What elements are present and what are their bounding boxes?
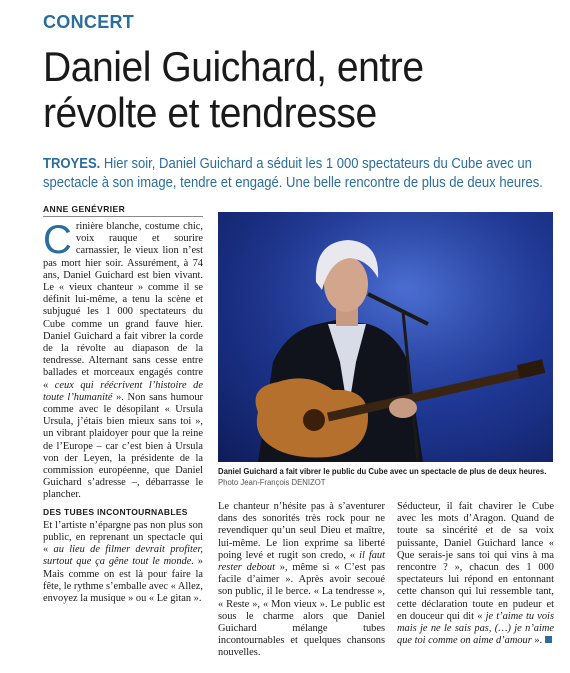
paragraph-4 (397, 501, 554, 647)
byline-rule (43, 216, 203, 217)
paragraph-2-quote: au lieu de filmer devrait profiter, surtout que ça gêne tout le monde. (43, 544, 204, 568)
byline: ANNE GENÉVRIER (43, 204, 126, 214)
article-column-3 (397, 501, 554, 647)
paragraph-1 (43, 218, 203, 502)
paragraph-3-end: », même si « C’est pas facile d’aimer ». Après avoir secoué son public, il le berce. « La tendresse », « Reste », « Mon vieux ». Le public est sous le charme alors que Daniel Guichard mélange tubes incontournables et quelques chansons nouvelles. (218, 562, 385, 659)
subhead: DES TUBES INCONTOURNABLES (43, 506, 188, 517)
paragraph-4-end: ». (531, 635, 543, 647)
rubric: CONCERT (43, 12, 135, 32)
photo-caption (218, 466, 558, 488)
concert-photo (218, 212, 553, 462)
paragraph-1-quote: ceux qui réécrivent l’histoire de toute l’humanité (43, 379, 203, 403)
paragraph-2-end: » Mais comme on est là pour faire la fête, le rythme s’emballe avec « Allez, envoyez la musique » ou « Le gitan ». (43, 556, 204, 605)
headline: Daniel Guichard, entre révolte et tendresse (43, 43, 424, 136)
paragraph-3-text: Le chanteur n’hésite pas à s’aventurer dans des sonorités très rock pour ne revendiquer qu’un seul Dieu et maître, lui-même. Le lion exprime sa liberté poing levé et rugit son credo, « (218, 501, 385, 561)
article-column-2 (218, 501, 385, 660)
paragraph-2-text: Et l’artiste n’épargne pas non plus son public, en reprenant un spectacle qui « (43, 519, 203, 556)
article-column-1 (43, 218, 204, 605)
paragraph-1-end: ». Non sans humour comme avec le désopilant « Ursula Ursula, j’étais bien mieux sans toi », un vibrant plaidoyer pour que la reine de l’Europe – car c’est bien à Ursula von der Leyen, la présidente de la commission européenne, que Daniel Guichard s’adresse –, débarrasse le plancher. (43, 391, 203, 501)
guitar-sound-hole (303, 409, 325, 431)
chapo-text: Hier soir, Daniel Guichard a séduit les 1 000 spectateurs du Cube avec un spectacle à son image, tendre et engagé. Une belle rencontre de plus de deux heures. (43, 156, 543, 191)
end-mark-icon (545, 636, 552, 643)
caption-text: Daniel Guichard a fait vibrer le public du Cube avec un spectacle de plus de deux heures. (218, 466, 547, 476)
concert-photo-illustration (218, 212, 553, 462)
photo-credit: Photo Jean-François DENIZOT (218, 477, 326, 487)
paragraph-3-quote: il faut rester debout (218, 549, 385, 574)
paragraph-2 (43, 520, 203, 605)
paragraph-4-text: Séducteur, il fait chavirer le Cube avec les mots d’Aragon. Quand de toute sa sincérité et de sa voix puissante, Daniel Guichard lance « Que serais-je sans toi qui vins à ma rencontre ? », chacun des 1 000 spectateurs lui répond en entonnant cette chanson qui lui ressemble tant, cette déclaration toute en pudeur et en douceur qui dit « (397, 501, 554, 622)
hand (389, 398, 417, 418)
paragraph-1-text: rinière blanche, costume chic, voix rauque et sourire carnassier, le vieux lion n’est pas mort hier soir. Assurément, à 74 ans, Daniel Guichard est bien vivant. Le « vieux chanteur » comme il se définit lui-même, a tenu la scène et subjugué les 1 000 spectateurs du Cube comme un grand fauve hier. Daniel Guichard a fait vibrer la corde de la révolte au diapason de la tendresse. Alternant sans cesse entre ballades et morceaux engagés contre « (43, 221, 203, 391)
chapo (43, 155, 547, 193)
paragraph-4-quote: je t’aime tu vois mais je ne le sais pas, (…) je n’aime que toi comme on aime d’amour (397, 610, 554, 647)
dropcap: C (43, 218, 72, 262)
paragraph-3 (218, 501, 385, 660)
chapo-dateline: TROYES. (43, 156, 101, 172)
